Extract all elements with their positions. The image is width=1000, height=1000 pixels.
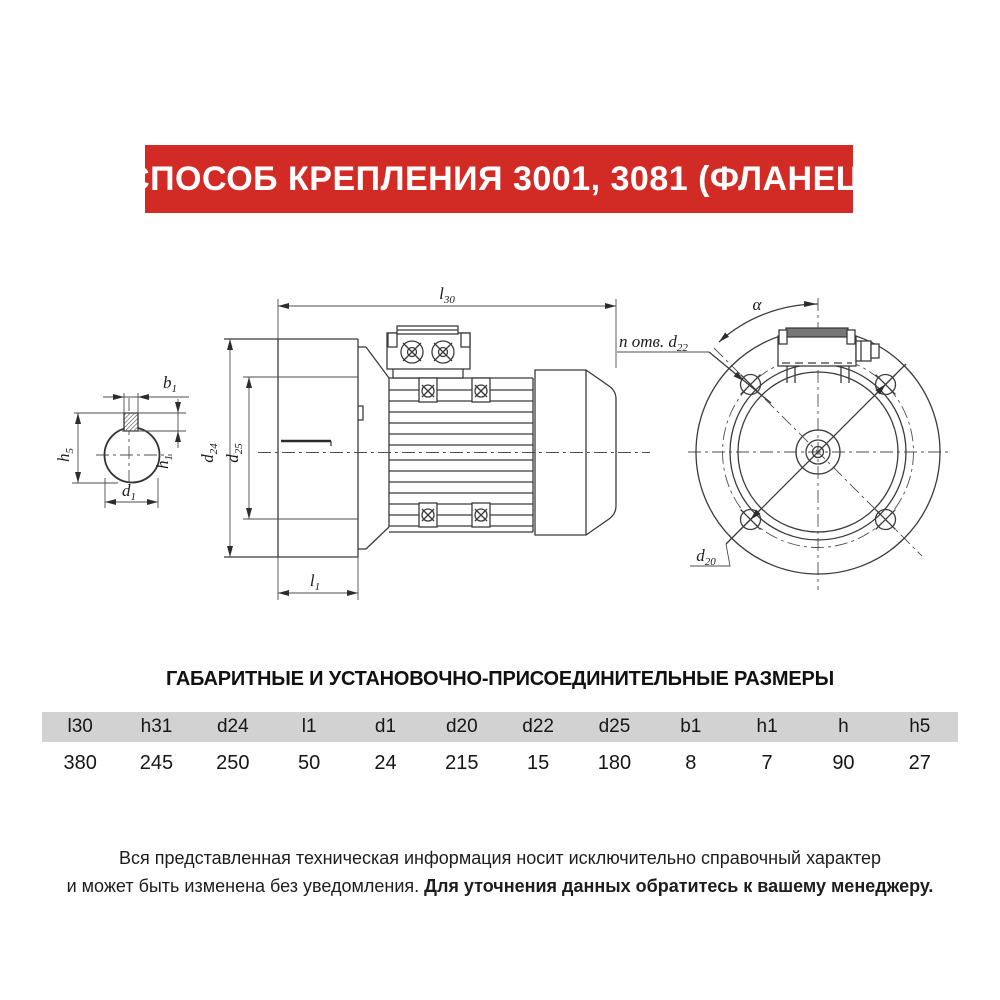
dim-value: 27 — [908, 752, 931, 774]
col-header: d24 — [216, 716, 249, 737]
dim-label-h1: $h_1$ — [153, 455, 175, 469]
dim-label-b1: $b_1$ — [163, 373, 177, 395]
dim-label-l30: $l_{30}$ — [439, 284, 455, 306]
dim-value: 245 — [139, 752, 174, 774]
dim-value: 250 — [216, 752, 250, 774]
col-header: h31 — [140, 716, 173, 737]
table-values-row — [42, 742, 958, 780]
dim-label-alpha: α — [752, 295, 762, 314]
page-title: СПОСОБ КРЕПЛЕНИЯ 3001, 3081 (ФЛАНЕЦ) — [125, 159, 873, 198]
disclaimer — [0, 844, 1000, 900]
dim-label-n-holes-d22: n отв. $d_{22}$ — [619, 332, 688, 354]
dim-value: 90 — [832, 752, 855, 774]
table-header-row — [42, 712, 958, 742]
dim-label-d24: $d_{24}$ — [198, 443, 220, 463]
dim-value: 15 — [527, 752, 550, 774]
motor-side-view — [198, 284, 650, 600]
col-header: d1 — [374, 716, 397, 737]
dim-value: 180 — [597, 752, 632, 774]
dim-value: 7 — [761, 752, 773, 774]
dim-label-d25: $d_{25}$ — [223, 443, 245, 463]
dim-label-d20: $d_{20}$ — [696, 546, 716, 568]
col-header: h — [838, 716, 849, 737]
disclaimer-line2: и может быть изменена без уведомления. Для уточнения данных обратитесь к вашему менеджеру. — [66, 876, 934, 896]
dim-value: 380 — [63, 752, 97, 774]
col-header: l30 — [67, 716, 93, 737]
col-header: b1 — [680, 716, 702, 737]
dim-value: 215 — [445, 752, 479, 774]
dim-label-h5: $h_5$ — [54, 448, 76, 462]
dim-label-d1: $d_1$ — [122, 481, 136, 503]
disclaimer-line1: Вся представленная техническая информация носит исключительно справочный характер — [118, 848, 882, 868]
col-header: h1 — [756, 716, 778, 737]
col-header: d20 — [445, 716, 478, 737]
shaft-section-view — [54, 373, 189, 508]
dim-label-l1: $l_1$ — [309, 571, 321, 593]
dim-value: 24 — [374, 752, 397, 774]
col-header: d25 — [598, 716, 631, 737]
col-header: l1 — [301, 716, 317, 737]
col-header: h5 — [909, 716, 931, 737]
table-title: ГАБАРИТНЫЕ И УСТАНОВОЧНО-ПРИСОЕДИНИТЕЛЬНЫЕ РАЗМЕРЫ — [165, 668, 835, 690]
dimensions-table — [42, 712, 958, 780]
col-header: d22 — [522, 716, 554, 737]
dim-value: 50 — [298, 752, 321, 774]
flange-front-view — [617, 295, 950, 590]
cable-entry-icon — [856, 341, 879, 361]
dim-value: 8 — [685, 752, 697, 774]
